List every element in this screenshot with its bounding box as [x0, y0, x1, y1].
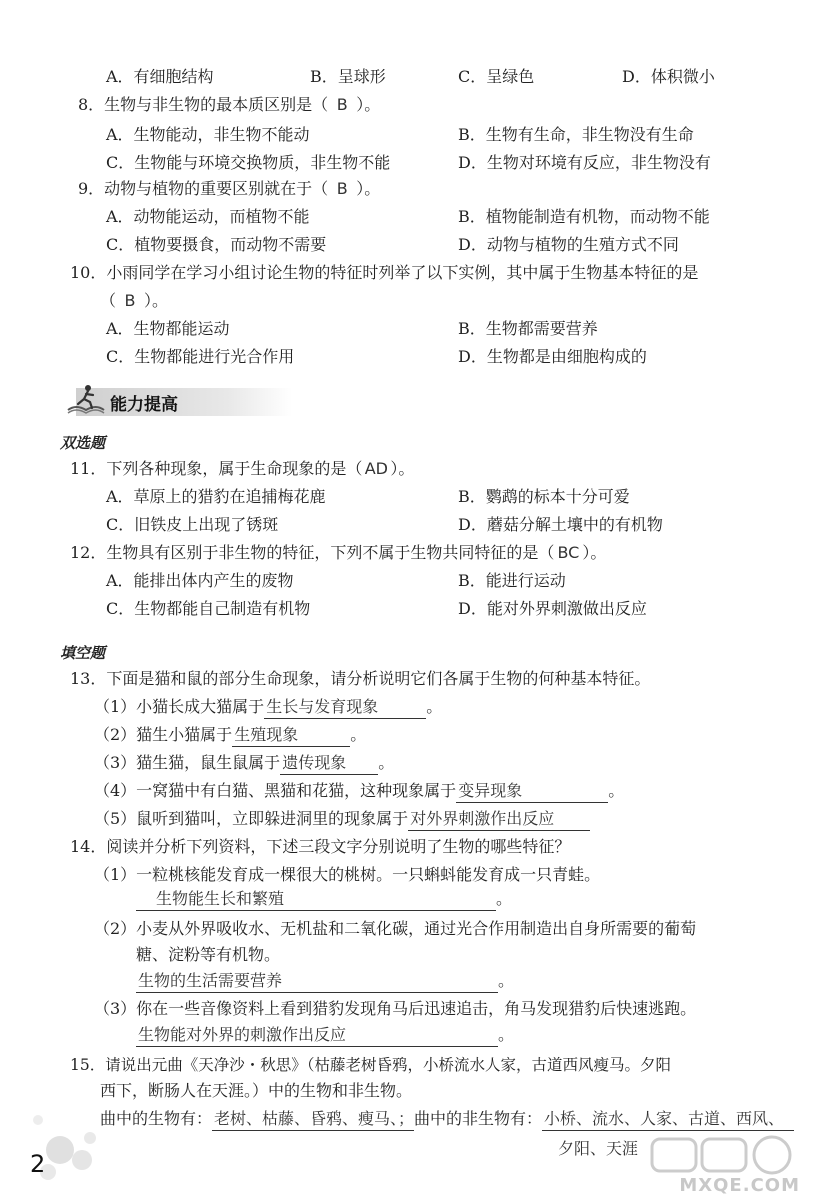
q14-answer-1: 生物能生长和繁殖	[136, 888, 496, 911]
q13-answer-3: 遗传现象	[280, 752, 378, 775]
q15-nonbio-answer: 小桥、流水、人家、古道、西风、	[542, 1108, 794, 1131]
q8-option-b: B．生物有生命，非生物没有生命	[458, 125, 694, 144]
q11-option-a: A．草原上的猎豹在追捕梅花鹿	[106, 487, 326, 506]
q9-answer: B	[336, 179, 348, 198]
q14-stem: 14．阅读并分析下列资料，下述三段文字分别说明了生物的哪些特征？	[70, 837, 571, 856]
q14-passage-2a: （2）小麦从外界吸收水、无机盐和二氧化碳，通过光合作用制造出自身所需要的葡萄	[94, 919, 697, 938]
q8-answer: B	[336, 95, 348, 114]
q7-option-d: D．体积微小	[622, 67, 715, 86]
section-banner	[66, 382, 294, 416]
q13-stem: 13．下面是猫和鼠的部分生命现象，请分析说明它们各属于生物的何种基本特征。	[70, 669, 651, 688]
runner-book-icon	[66, 382, 106, 416]
q14-answer-line-1: 生物能生长和繁殖 。	[136, 888, 512, 911]
watermark: MXQE.COM	[650, 1135, 800, 1196]
q9-option-c: C．植物要摄食，而动物不需要	[106, 235, 327, 254]
q10-option-c: C．生物都能进行光合作用	[106, 347, 295, 366]
q14-answer-line-3: 生物能对外界的刺激作出反应 。	[136, 1024, 514, 1047]
q14-passage-3: （3）你在一些音像资料上看到猎豹发现角马后迅速追击，角马发现猎豹后快速逃跑。	[94, 999, 697, 1018]
q9-option-b: B．植物能制造有机物，而动物不能	[458, 207, 710, 226]
q12-option-b: B．能进行运动	[458, 571, 566, 590]
q15-nonbio-continued: 夕阳、天涯	[558, 1139, 639, 1158]
q11-answer: AD	[364, 459, 388, 478]
q10-answer-line: （ B ）。	[100, 291, 169, 310]
q13-answer-2: 生殖现象	[232, 724, 350, 747]
q15-stem-1: 15．请说出元曲《天净沙・秋思》（枯藤老树昏鸦，小桥流水人家，古道西风瘦马。夕阳	[70, 1056, 671, 1074]
q9-stem: 9．动物与植物的重要区别就在于（ B ）。	[78, 179, 381, 198]
q8-stem: 8．生物与非生物的最本质区别是（ B ）。	[78, 95, 381, 114]
q12-answer: BC	[557, 543, 580, 562]
q13-answer-5: 对外界刺激作出反应	[408, 808, 590, 831]
q10-option-d: D．生物都是由细胞构成的	[458, 347, 647, 366]
q13-item-4: （4）一窝猫中有白猫、黑猫和花猫，这种现象属于 变异现象 。	[94, 780, 624, 803]
double-choice-label: 双选题	[60, 434, 106, 452]
q15-answer-line: 曲中的生物有： 老树、枯藤、昏鸦、瘦马、；曲中的非生物有： 小桥、流水、人家、古道、西风、	[100, 1108, 794, 1131]
q14-answer-2: 生物的生活需要营养	[136, 970, 498, 993]
q13-answer-4: 变异现象	[456, 780, 608, 803]
q8-option-a: A．生物能动，非生物不能动	[106, 125, 310, 144]
q11-option-c: C．旧铁皮上出现了锈斑	[106, 515, 279, 534]
page-number: 2	[30, 1150, 46, 1178]
q9-option-d: D．动物与植物的生殖方式不同	[458, 235, 679, 254]
q13-item-3: （3）猫生猫，鼠生鼠属于 遗传现象 。	[94, 752, 394, 775]
q11-option-d: D．蘑菇分解土壤中的有机物	[458, 515, 663, 534]
q9-option-a: A．动物能运动，而植物不能	[106, 207, 310, 226]
q12-option-a: A．能排出体内产生的废物	[106, 571, 294, 590]
q13-item-2: （2）猫生小猫属于 生殖现象 。	[94, 724, 366, 747]
q10-option-b: B．生物都需要营养	[458, 319, 598, 338]
q12-option-c: C．生物都能自己制造有机物	[106, 599, 311, 618]
q8-option-c: C．生物能与环境交换物质，非生物不能	[106, 153, 391, 172]
watermark-logo-icon	[650, 1135, 800, 1175]
q14-answer-3: 生物能对外界的刺激作出反应	[136, 1024, 498, 1047]
q10-option-a: A．生物都能运动	[106, 319, 230, 338]
q13-item-1: （1）小猫长成大猫属于 生长与发育现象 。	[94, 696, 442, 719]
q11-stem: 11．下列各种现象，属于生命现象的是（ AD ）。	[70, 459, 415, 478]
q10-stem: 10．小雨同学在学习小组讨论生物的特征时列举了以下实例，其中属于生物基本特征的是	[70, 263, 699, 282]
q13-item-5: （5）鼠听到猫叫，立即躲进洞里的现象属于 对外界刺激作出反应	[94, 808, 590, 831]
section-title: 能力提高	[110, 395, 178, 415]
q11-option-b: B．鹦鹉的标本十分可爱	[458, 487, 630, 506]
q14-answer-line-2: 生物的生活需要营养 。	[136, 970, 514, 993]
q12-stem: 12．生物具有区别于非生物的特征，下列不属于生物共同特征的是（ BC ）。	[70, 543, 607, 562]
q7-option-a: A．有细胞结构	[106, 67, 214, 86]
q12-option-d: D．能对外界刺激做出反应	[458, 599, 647, 618]
q14-passage-2b: 糖、淀粉等有机物。	[136, 945, 281, 964]
q8-option-d: D．生物对环境有反应，非生物没有	[458, 153, 711, 172]
fill-blank-label: 填空题	[60, 644, 106, 662]
q10-answer: B	[124, 291, 136, 310]
q15-stem-2: 西下，断肠人在天涯。）中的生物和非生物。	[100, 1081, 413, 1100]
q15-bio-answer: 老树、枯藤、昏鸦、瘦马、；	[212, 1108, 414, 1131]
q7-option-c: C．呈绿色	[458, 67, 535, 86]
q14-passage-1: （1）一粒桃核能发育成一棵很大的桃树。一只蝌蚪能发育成一只青蛙。	[94, 865, 601, 884]
q7-option-b: B．呈球形	[310, 67, 386, 86]
q13-answer-1: 生长与发育现象	[264, 696, 426, 719]
